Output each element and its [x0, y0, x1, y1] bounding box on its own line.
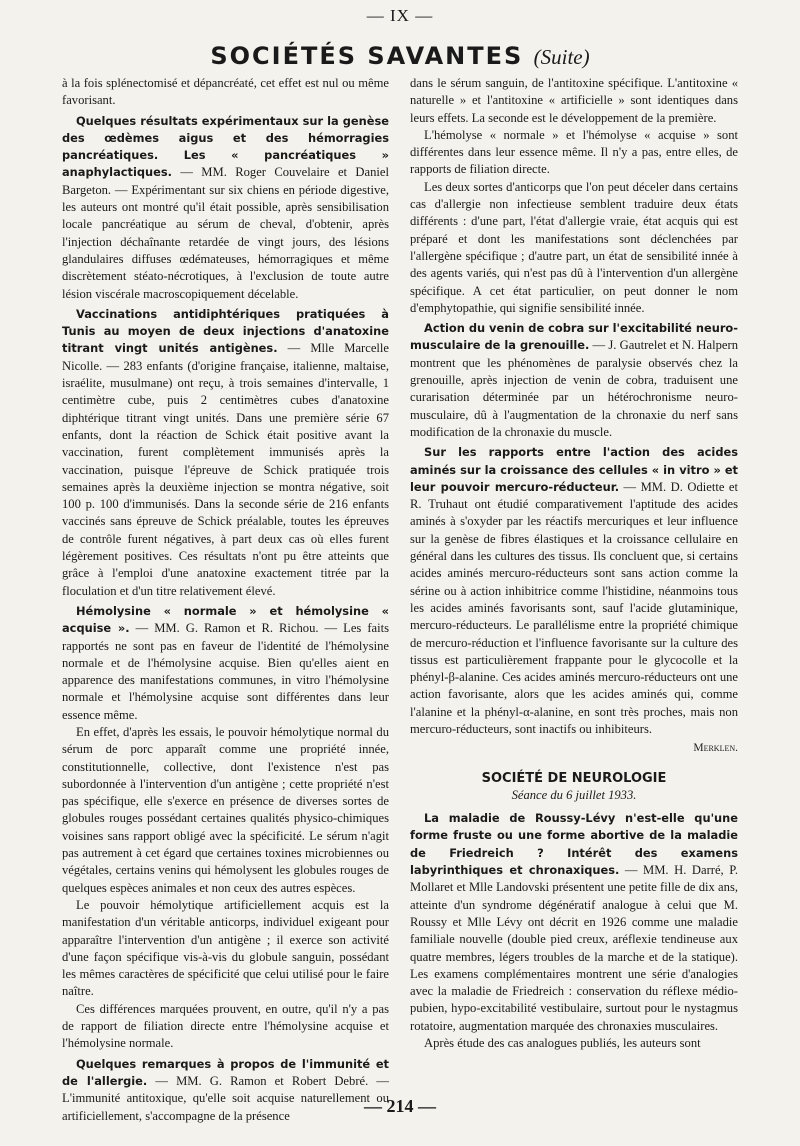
article-body: — MM. Roger Couvelaire et Daniel Bargeton. — Expérimentant sur six chiens en période digestive, les auteurs ont montré qu'il était possible, après sensibilisation locale pancréatique au sérum de cheval, d'obtenir, après l'injection déchaînante retardée de vingt jours, des lésions glandulaires diffuses œdémateuses, hémorragiques et même discrètement stéato-nécrotiques, à l'exclusion de toute autre lésion viscérale macroscopiquement décelable. — [62, 165, 389, 301]
section-header — [0, 42, 800, 70]
article-title: Quelques résultats expérimentaux sur la genèse des œdèmes aigus et des hémorragies pancréatiques. Les « pancréatiques » anaphylactiques. — [62, 113, 389, 180]
article-body: — J. Gautrelet et N. Halpern montrent que les phénomènes de paralysie observés chez la grenouille, après injection de venin de cobra, traduisent une curarisation déterminée par un hétérochronisme neuro-musculaire, dû à l'augmentation de la chronaxie du nerf sans modification de la chronaxie du muscle. — [410, 338, 738, 439]
page-number: — 214 — — [364, 1096, 436, 1116]
article-abstract — [410, 810, 738, 1035]
author-signature: Merklen. — [693, 742, 738, 755]
article-body: — MM. D. Odiette et R. Truhaut ont étudié comparativement l'aptitude des acides aminés à s'oxyder par les réactifs mercuriques et leur influence sur la genèse de fibres élastiques et la croissance cellulaire en général dans les cultures des tissus. Ils concluent que, si certains acides aminés mercuro-réducteurs sont sans action comme la sérine ou à action inhibitrice comme l'histidine, néanmoins tous les acides aminés favorisants sont, sauf l'acide glutaminique, mercuro-réducteurs. Le parallélisme entre la propriété chimique de mercuro-réduction et l'influence favorisante sur la culture des tissus est particulièrement frappante pour le glycocolle et la phényl-β-alanine. Ces acides aminés mercuro-réducteurs ont une action favorisante, alors que les acides aminés qui, comme l'alanine et la phényl-α-alanine, en sont très proches, mais non mercuro-réducteurs, sont inactifs ou inhibiteurs. — [410, 479, 738, 736]
paragraph: En effet, d'après les essais, le pouvoir hémolytique normal du sérum de porc apparaît comme une propriété innée, constitutionnelle, collective, dont l'existence n'est pas subordonnée à l'intervention d'un antigène ; cette propriété n'est pas spécifique, elle s'exerce en présence de diverses sortes de globules rouges possédant certaines qualités physico-chimiques voisines sans rapport obligé avec la spécificité. Le sérum n'agit pas autrement à cet égard que certaines toxines microbiennes ou végétales, certains venins qui hémolysent les globules rouges de quelques espèces animales et non ceux des autres espèces. — [62, 724, 389, 895]
article-body: — Mlle Marcelle Nicolle. — 283 enfants (d'origine française, italienne, maltaise, israélite, musulmane) ont reçu, à trois semaines d'intervalle, 1 centimètre cube, puis 2 centimètres cubes d'anatoxine diphtérique titrant vingt unités. Dans une première série 67 enfants, dont la réaction de Schick était positive avant la vaccination, furent complètement immunisés après la vaccination, puisque l'épreuve de Schick pratiquée trois semaines après la deuxième injection se montra négative, soit 100 p. 100 d'immunisés. Dans la seconde série de 216 enfants vaccinés sans épreuve de Schick préalable, toutes les épreuves de contrôle furent négatives, à part deux cas où elles furent légèrement positives. Ces résultats n'ont pu être atteints que grâce à l'emploi d'une anatoxine exactement titrée par la floculation et d'un titre relativement élevé. — [62, 341, 389, 598]
article-title: La maladie de Roussy-Lévy n'est-elle qu'une forme fruste ou une forme abortive de la maladie de Friedreich ? Intérêt des examens labyrinthiques et chronaxiques. — [410, 811, 738, 878]
header-title: SOCIÉTÉS SAVANTES — [210, 42, 524, 70]
paragraph: Les deux sortes d'anticorps que l'on peut déceler dans certains cas d'allergie non infectieuse semblent traduire deux états différents : d'une part, l'état d'allergie vraie, état acquis qui est préparé et dont les manifestations sont déclenchées par l'allergène spécifique ; d'autre part, un état de sensibilité innée à des agents variés, qui n'est pas dû à l'intervention d'un allergène spécifique. A cet état particulier, on peut donner le nom d'emphytopathie, qui signifie sensibilité innée. — [410, 179, 738, 315]
paragraph: à la fois splénectomisé et dépancréaté, cet effet est nul ou même favorisant. — [62, 76, 389, 108]
paragraph: L'hémolyse « normale » et l'hémolyse « acquise » sont différentes dans leur essence même. Il n'y a pas, entre elles, de rapports de filiation directe. — [410, 127, 738, 177]
article-title: Vaccinations antidiphtériques pratiquées à Tunis au moyen de deux injections d'anatoxine titrant vingt unités antigènes. — [62, 306, 389, 356]
paragraph: Le pouvoir hémolytique artificiellement acquis est la manifestation d'un véritable anticorps, individuel exigeant pour apparaître l'intervention d'un antigène ; il exerce son activité d'une façon spécifique vis-à-vis du globule sanguin, possédant les mêmes caractères de spécificité que celui utilisé pour le faire naître. — [62, 897, 389, 999]
article-title: Quelques remarques à propos de l'immunité et de l'allergie. — [62, 1056, 389, 1088]
article-abstract — [62, 306, 389, 600]
paragraph: dans le sérum sanguin, de l'antitoxine spécifique. L'antitoxine « naturelle » et l'antitoxine « artificielle » sont identiques dans leurs effets. La seconde est le développement de la première. — [410, 76, 738, 125]
society-heading: SOCIÉTÉ DE NEUROLOGIE — [481, 770, 667, 786]
article-body: — MM. H. Darré, P. Mollaret et Mlle Landovski présentent une petite fille de dix ans, atteinte d'un syndrome dégénératif analogue à celui que M. Roussy et Mlle Lévy ont décrit en 1926 comme une maladie familiale nouvelle (double pied creux, aréflexie tendineuse aux quatre membres, légers troubles de la marche et de la statique). Les examens complémentaires montrent une série d'analogies avec la maladie de Friedreich : conservation du réflexe médio-pubien, hypo-excitabilité vestibulaire, surtout pour le nystagmus rotatoire, augmentation marquée des chronaxies musculaires. — [410, 863, 738, 1033]
article-body: — MM. G. Ramon et R. Richou. — Les faits rapportés ne sont pas en faveur de l'identité de l'hémolysine normale et de l'hémolysine acquise. Bien qu'elles aient en apparence des manifestations communes, in vitro l'hémolysine normale et l'hémolysine acquise sont différentes dans leur essence même. — [62, 621, 390, 722]
article-abstract — [62, 113, 389, 303]
article-title: Sur les rapports entre l'action des acides aminés sur la croissance des cellules « in vitro » et leur pouvoir mercuro-réducteur. — [410, 445, 738, 494]
article-body: — MM. G. Ramon et Robert Debré. — L'immunité antitoxique, qu'elle soit acquise naturellement ou artificiellement, s'accompagne de la présence — [62, 1073, 389, 1123]
paragraph: Ces différences marquées prouvent, en outre, qu'il n'y a pas de rapport de filiation directe entre l'hémolysine acquise et l'hémolysine normale. — [62, 1001, 389, 1051]
article-title: Action du venin de cobra sur l'excitabilité neuro-musculaire de la grenouille. — [410, 321, 738, 353]
article-abstract — [410, 320, 738, 441]
session-date: Séance du 6 juillet 1933. — [511, 787, 637, 802]
article-abstract — [62, 603, 389, 724]
header-suite: (Suite) — [533, 45, 590, 69]
paragraph: Après étude des cas analogues publiés, les auteurs sont — [424, 1036, 701, 1051]
article-title: Hémolysine « normale » et hémolysine « acquise ». — [62, 603, 389, 636]
article-abstract — [410, 444, 738, 738]
roman-numeral: — IX — — [366, 6, 434, 25]
right-column — [410, 75, 738, 1052]
left-column — [62, 75, 389, 1125]
